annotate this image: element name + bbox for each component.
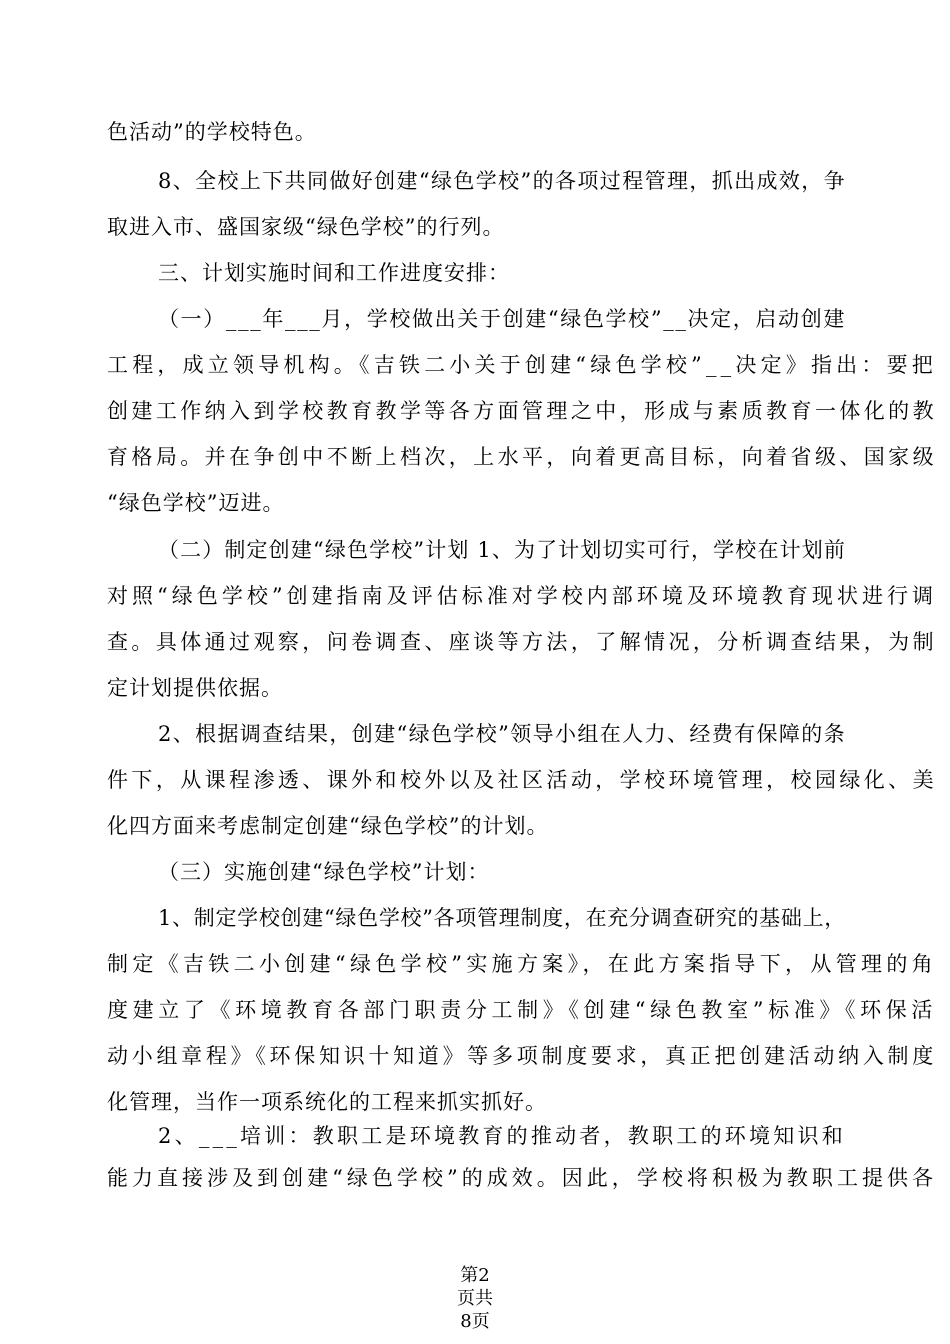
page-number-line-1: 第2 <box>460 1265 490 1286</box>
text-line-17: （三）实施创建“绿色学校”计划： <box>158 860 490 884</box>
text-line-9: “绿色学校”迈进。 <box>107 491 285 515</box>
text-line-23: 2、___培训：教职工是环境教育的推动者，教职工的环境知识和 <box>158 1124 846 1148</box>
text-line-3: 取进入市、盛国家级“绿色学校”的行列。 <box>107 215 505 239</box>
text-line-1: 色活动”的学校特色。 <box>107 120 317 144</box>
text-line-13: 定计划提供依据。 <box>107 676 283 700</box>
text-line-2: 8、全校上下共同做好创建“绿色学校”的各项过程管理，抓出成效，争 <box>158 169 846 193</box>
text-line-10: （二）制定创建“绿色学校”计划 1、为了计划切实可行，学校在计划前 <box>158 538 846 562</box>
text-line-7: 创建工作纳入到学校教育教学等各方面管理之中，形成与素质教育一体化的教 <box>107 399 937 423</box>
text-line-21: 动小组章程》《环保知识十知道》等多项制度要求，真正把创建活动纳入制度 <box>107 1044 937 1068</box>
text-line-6: 工程，成立领导机构。《吉铁二小关于创建“绿色学校”__决定》指出：要把 <box>107 353 937 377</box>
text-line-8: 育格局。并在争创中不断上档次，上水平，向着更高目标，向着省级、国家级 <box>107 445 937 469</box>
text-line-19: 制定《吉铁二小创建“绿色学校”实施方案》，在此方案指导下，从管理的角 <box>107 952 937 976</box>
text-line-12: 查。具体通过观察，问卷调查、座谈等方法，了解情况，分析调查结果，为制 <box>107 630 937 654</box>
text-line-24: 能力直接涉及到创建“绿色学校”的成效。因此，学校将积极为教职工提供各 <box>107 1166 937 1190</box>
text-line-16: 化四方面来考虑制定创建“绿色学校”的计划。 <box>107 814 549 838</box>
section-heading-3: 三、计划实施时间和工作进度安排： <box>158 261 510 285</box>
page-number-line-3: 8页 <box>460 1311 490 1332</box>
text-line-11: 对照“绿色学校”创建指南及评估标准对学校内部环境及环境教育现状进行调 <box>107 584 937 608</box>
text-line-22: 化管理，当作一项系统化的工程来抓实抓好。 <box>107 1090 547 1114</box>
text-line-15: 件下，从课程渗透、课外和校外以及社区活动，学校环境管理，校园绿化、美 <box>107 768 937 792</box>
text-line-5: （一）___年___月，学校做出关于创建“绿色学校”__决定，启动创建 <box>158 307 846 331</box>
text-line-14: 2、根据调查结果，创建“绿色学校”领导小组在人力、经费有保障的条 <box>158 722 846 746</box>
page-number-line-2: 页共 <box>457 1288 493 1309</box>
text-line-20: 度建立了《环境教育各部门职责分工制》《创建“绿色教室”标准》《环保活 <box>107 998 937 1022</box>
text-line-18: 1、制定学校创建“绿色学校”各项管理制度，在充分调查研究的基础上， <box>158 906 846 930</box>
